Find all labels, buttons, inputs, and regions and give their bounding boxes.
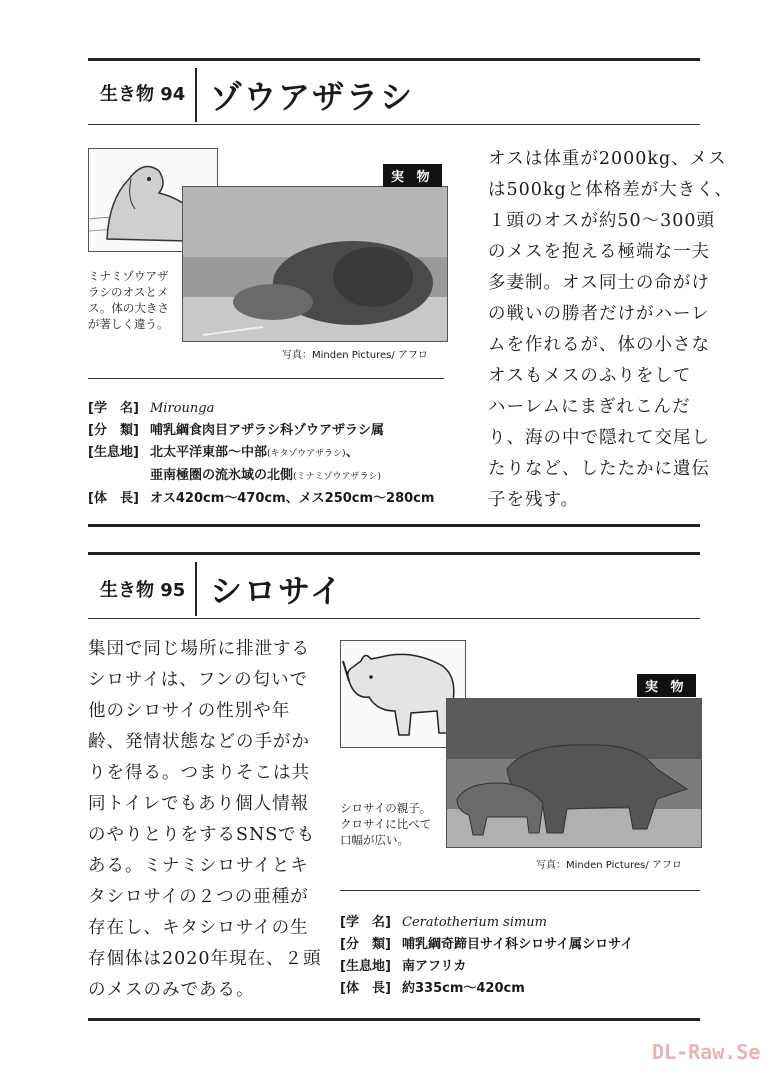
body-line: １頭のオスが約50〜300頭: [488, 211, 715, 231]
body-line: は500kgと体格差が大きく、: [488, 180, 733, 200]
body-line: のやりとりをするSNSでも: [88, 825, 316, 845]
body-line: ムを作れるが、体の小さな: [488, 335, 710, 355]
section1-body: [488, 144, 733, 516]
section1-photo-credit: 写真：Minden Pictures/ アフロ: [282, 350, 428, 361]
section2-caption: [340, 800, 431, 848]
body-line: のメスを抱える極端な一夫: [488, 242, 710, 262]
section2-title: シロサイ: [210, 572, 344, 610]
info-length: オス420cm〜470cm、メス250cm〜280cm: [150, 491, 435, 506]
section1-title: ゾウアザラシ: [210, 78, 415, 116]
caption-line: クロサイに比べて: [340, 817, 432, 831]
section2-top-rule: [88, 552, 700, 555]
body-line: 他のシロサイの性別や年: [88, 701, 291, 721]
body-line: 集団で同じ場所に排泄する: [88, 639, 310, 659]
section1-real-photo-tag: 実 物: [383, 164, 442, 187]
info-habitat-note-1: (キタゾウアザラシ): [267, 449, 346, 459]
info-key-scientific-name: [学 名]: [340, 915, 391, 930]
body-line: の戦いの勝者だけがハーレ: [488, 304, 710, 324]
info-scientific-name: Ceratotherium simum: [402, 915, 548, 930]
section2-info-rule: [340, 890, 700, 891]
info-key-length: [体 長]: [340, 981, 391, 996]
section1-info-rule: [88, 378, 444, 379]
section2-body: [88, 634, 322, 1006]
caption-line: ミナミゾウアザ: [88, 269, 169, 283]
section2-number-label: 生き物 95: [100, 580, 186, 601]
section2-bottom-rule: [88, 1018, 700, 1021]
body-line: 存在し、キタシロサイの生: [88, 918, 309, 938]
caption-line: シロサイの親子。: [340, 801, 432, 815]
section1-caption: [88, 268, 169, 332]
elephant-seal-photo: [182, 186, 448, 342]
body-line: り、海の中で隠れて交尾し: [488, 428, 710, 448]
section2-info-table: [340, 912, 633, 1000]
section1-title-separator: [195, 68, 197, 122]
info-key-length: [体 長]: [88, 491, 139, 506]
body-line: ハーレムにまぎれこんだ: [488, 397, 691, 417]
section1-top-rule: [88, 58, 700, 61]
section2-title-underline: [88, 618, 700, 619]
info-length: 約335cm〜420cm: [402, 981, 525, 996]
info-key-habitat: [生息地]: [88, 445, 139, 460]
body-line: 子を残す。: [488, 490, 580, 510]
body-line: 多妻制。オス同士の命がけ: [488, 273, 710, 293]
info-habitat-comma: 、: [345, 445, 359, 460]
info-key-habitat: [生息地]: [340, 959, 391, 974]
info-habitat-1: 北太平洋東部〜中部: [150, 445, 268, 460]
body-line: たりなど、したたかに遺伝: [488, 459, 710, 479]
body-line: オスは体重が2000kg、メス: [488, 149, 727, 169]
section2-title-separator: [195, 562, 197, 616]
section1-title-underline: [88, 124, 700, 125]
body-line: 齢、発情状態などの手がか: [88, 732, 310, 752]
caption-line: 口幅が広い。: [340, 833, 409, 847]
section1-info-table: [88, 398, 434, 510]
info-key-classification: [分 類]: [88, 423, 139, 438]
section1-number-label: 生き物 94: [100, 84, 186, 105]
body-line: 同トイレでもあり個人情報: [88, 794, 310, 814]
caption-line: ス。体の大きさ: [88, 301, 169, 315]
body-line: オスもメスのふりをして: [488, 366, 692, 386]
info-scientific-name: Mirounga: [150, 401, 215, 416]
watermark: DL-Raw.Se: [652, 1040, 761, 1064]
section1-bottom-rule: [88, 524, 700, 527]
info-habitat-2: 亜南極圏の流氷域の北側: [150, 468, 294, 483]
body-line: りを得る。つまりそこは共: [88, 763, 310, 783]
info-habitat: 南アフリカ: [402, 959, 467, 974]
section2-photo-credit: 写真：Minden Pictures/ アフロ: [536, 860, 682, 871]
info-key-classification: [分 類]: [340, 937, 391, 952]
body-line: タシロサイの２つの亜種が: [88, 887, 309, 907]
rhino-photo: [446, 698, 702, 848]
caption-line: が著しく違う。: [88, 317, 169, 331]
info-classification: 哺乳綱食肉目アザラシ科ゾウアザラシ属: [150, 423, 385, 438]
info-key-scientific-name: [学 名]: [88, 401, 139, 416]
info-classification: 哺乳綱奇蹄目サイ科シロサイ属シロサイ: [402, 937, 634, 952]
body-line: ある。ミナミシロサイとキ: [88, 856, 309, 876]
section2-real-photo-tag: 実 物: [637, 674, 696, 697]
body-line: シロサイは、フンの匂いで: [88, 670, 309, 690]
info-habitat-note-2: (ミナミゾウアザラシ): [293, 472, 382, 482]
body-line: のメスのみである。: [88, 980, 255, 1000]
caption-line: ラシのオスとメ: [88, 285, 169, 299]
body-line: 存個体は2020年現在、２頭: [88, 949, 322, 969]
